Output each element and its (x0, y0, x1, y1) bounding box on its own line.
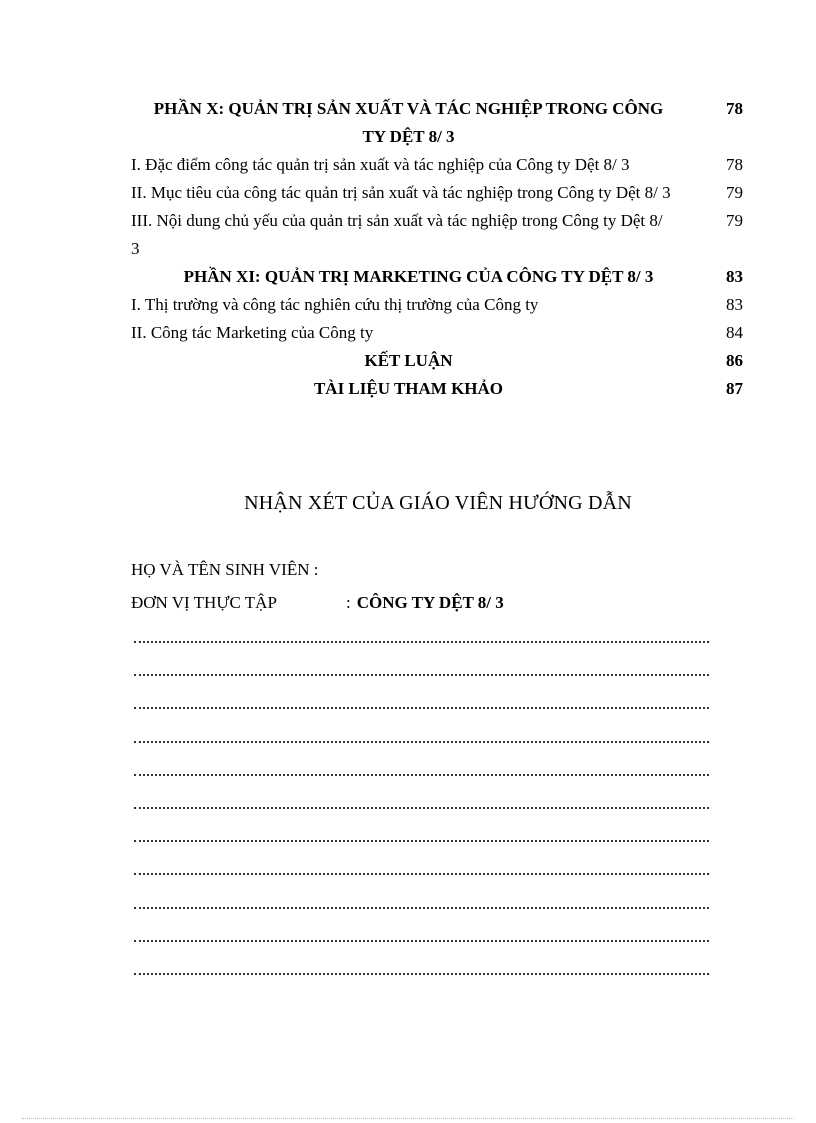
toc-entry-page: 83 (726, 295, 743, 314)
toc-entry-part-x (131, 95, 746, 151)
toc-entry-title: I. Thị trường và công tác nghiên cứu thị trường của Công ty (131, 295, 539, 314)
toc-entry (131, 151, 746, 179)
dotted-line (134, 641, 709, 643)
dotted-line (134, 907, 709, 909)
toc-entry (131, 207, 746, 263)
student-name-row (131, 560, 318, 580)
toc-entry-title: III. Nội dung chủ yếu của quản trị sản xuất và tác nghiệp trong Công ty Dệt 8/ 3 (131, 211, 663, 258)
dotted-line (134, 940, 709, 942)
toc-entry (131, 179, 746, 207)
toc-entry-page: 87 (726, 379, 743, 398)
dotted-line (134, 973, 709, 975)
toc-entry-title: PHẦN X: QUẢN TRỊ SẢN XUẤT VÀ TÁC NGHIỆP TRONG CÔNG TY DỆT 8/ 3 (153, 99, 664, 146)
toc-entry-title: I. Đặc điểm công tác quản trị sản xuất và tác nghiệp của Công ty Dệt 8/ 3 (131, 155, 630, 174)
dotted-line (134, 674, 709, 676)
toc-entry-page: 79 (726, 183, 743, 202)
toc-entry-title: PHẦN XI: QUẢN TRỊ MARKETING CỦA CÔNG TY DỆT 8/ 3 (183, 267, 654, 286)
internship-unit-colon: : (346, 593, 351, 612)
toc-entry-title: KẾT LUẬN (364, 351, 453, 370)
dotted-line (134, 807, 709, 809)
toc-entry-references (131, 375, 746, 403)
internship-unit-value: CÔNG TY DỆT 8/ 3 (356, 593, 504, 612)
dotted-line (134, 741, 709, 743)
dotted-line (134, 707, 709, 709)
table-of-contents (131, 95, 746, 403)
toc-entry (131, 319, 746, 347)
student-name-label: HỌ VÀ TÊN SINH VIÊN : (131, 560, 319, 579)
toc-entry-title: TÀI LIỆU THAM KHẢO (313, 379, 504, 398)
dotted-line (134, 774, 709, 776)
internship-unit-row (131, 593, 504, 613)
toc-entry-page: 83 (726, 267, 743, 286)
toc-entry-page: 78 (726, 155, 743, 174)
dotted-line (134, 873, 709, 875)
dotted-line (134, 840, 709, 842)
internship-unit-label: ĐƠN VỊ THỰC TẬP (131, 593, 277, 612)
toc-entry-page: 84 (726, 323, 743, 342)
toc-entry-page: 79 (726, 211, 743, 230)
page-bottom-rule (22, 1118, 794, 1119)
toc-entry-page: 78 (726, 99, 743, 118)
toc-entry-conclusion (131, 347, 746, 375)
toc-entry (131, 291, 746, 319)
supervisor-comment-heading: NHẬN XÉT CỦA GIÁO VIÊN HƯỚNG DẪN (244, 492, 632, 514)
toc-entry-page: 86 (726, 351, 743, 370)
toc-entry-part-xi (131, 263, 746, 291)
toc-entry-title: II. Mục tiêu của công tác quản trị sản xuất và tác nghiệp trong Công ty Dệt 8/ 3 (131, 183, 671, 202)
toc-entry-title: II. Công tác Marketing của Công ty (131, 323, 374, 342)
